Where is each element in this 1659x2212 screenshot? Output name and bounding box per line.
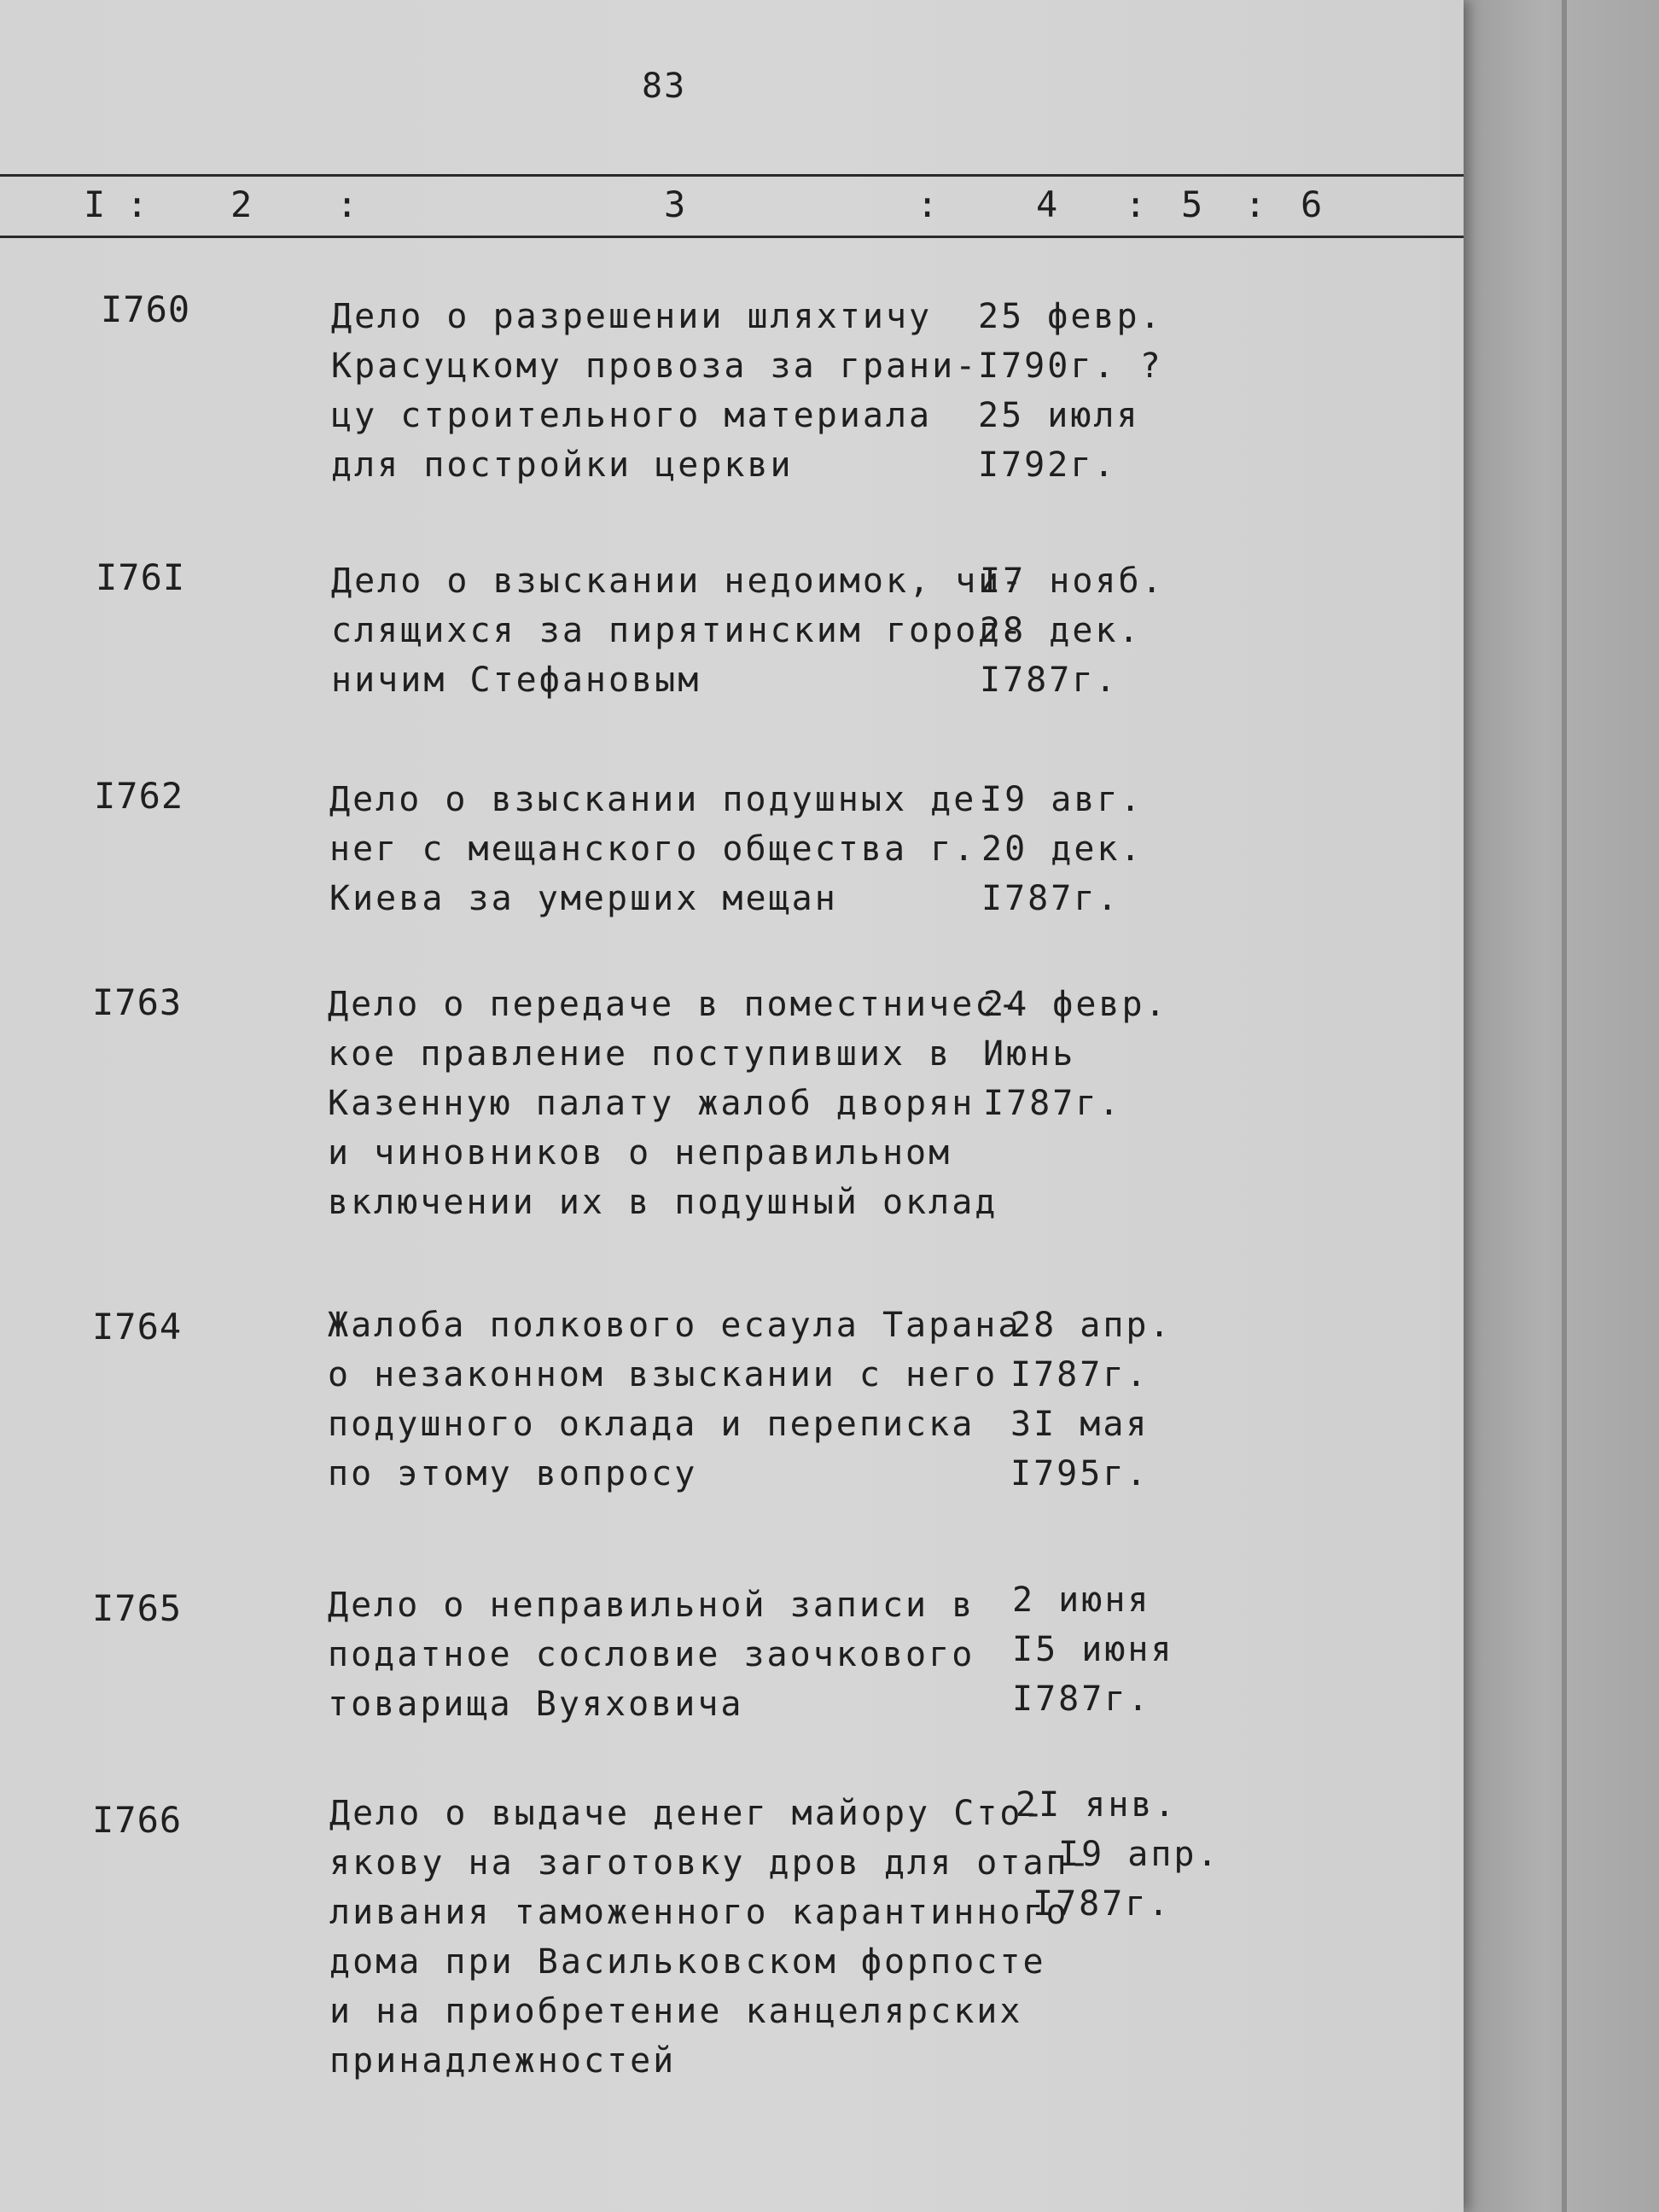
entry-description-line: по этому вопросу (328, 1454, 698, 1493)
column-separator: : (1244, 183, 1266, 225)
entry-description-line: товарища Вуяховича (328, 1685, 744, 1724)
column-header-4: 4 (1036, 183, 1058, 225)
entry-description-line: ничим Стефановым (331, 661, 701, 700)
entry-description-line: Дело о выдаче денег майору Сто- (329, 1794, 1046, 1833)
entry-description (331, 556, 1024, 705)
entry-date-line: I787г. (1012, 1679, 1151, 1719)
column-header-3: 3 (664, 183, 686, 225)
entry-date-line: I790г. ? (978, 346, 1163, 386)
entry-date-line: 24 февр. (983, 985, 1168, 1024)
entry-number: I765 (92, 1587, 183, 1629)
entry-description-line: слящихся за пирятинским город- (331, 611, 1025, 650)
entry-description-line: и чиновников о неправильном (328, 1133, 952, 1173)
entry-dates (1012, 1575, 1174, 1724)
column-separator: : (336, 183, 358, 225)
underlying-sheet-edge (1562, 0, 1567, 2212)
entry-description-line: Красуцкому провоза за грани- (331, 346, 979, 386)
entry-date-line: I787г. (1010, 1355, 1150, 1394)
entry-description-line: включении их в подушный оклад (328, 1183, 998, 1222)
entry-description-line: о незаконном взыскании с него (328, 1355, 998, 1394)
header-rule-bottom (0, 236, 1464, 238)
entry-number: I766 (92, 1799, 183, 1841)
entry-date-line: I787г. (1033, 1884, 1172, 1924)
entry-description-line: Жалоба полкового есаула Тарана (328, 1306, 1022, 1345)
entry-date-line: 28 апр. (1010, 1306, 1173, 1345)
entry-date-line: I787г. (983, 1084, 1122, 1123)
entry-date-line: 25 июля (978, 396, 1140, 435)
entry-description-line: Киева за умерших мещан (329, 879, 838, 918)
column-header-5: 5 (1181, 183, 1203, 225)
entry-description-line: кое правление поступивших в (328, 1034, 952, 1074)
entry-date-line: I795г. (1010, 1454, 1150, 1493)
entry-date-line: 25 февр. (978, 297, 1163, 336)
entry-description-line: подушного оклада и переписка (328, 1405, 975, 1444)
entry-description (329, 775, 999, 923)
entry-description-line: для постройки церкви (331, 445, 794, 485)
header-rule-top (0, 174, 1464, 177)
column-separator: : (1125, 183, 1147, 225)
entry-dates (980, 556, 1165, 705)
entry-dates (1010, 1301, 1173, 1499)
entry-date-line: I7 нояб. (980, 562, 1165, 601)
entry-description-line: Дело о взыскании подушных де- (329, 780, 1000, 819)
entry-description-line: якову на заготовку дров для отап- (329, 1843, 1092, 1883)
entry-date-line: 20 дек. (981, 830, 1144, 869)
column-separator: : (126, 183, 148, 225)
entry-description-line: Дело о неправильной записи в (328, 1586, 975, 1625)
column-header-2: 2 (230, 183, 253, 225)
entry-description-line: ливания таможенного карантинного (329, 1893, 1069, 1932)
entry-date-line: I9 апр. (1058, 1835, 1220, 1874)
column-header-1: I (84, 183, 106, 225)
entry-description-line: Дело о взыскании недоимок, чи- (331, 562, 1025, 601)
entry-description-line: цу строительного материала (331, 396, 933, 435)
column-separator: : (917, 183, 939, 225)
entry-dates (983, 980, 1168, 1128)
entry-dates (981, 775, 1144, 923)
entry-description (329, 1789, 1092, 2086)
entry-dates (1016, 1780, 1220, 1929)
entry-number: I760 (101, 288, 191, 330)
entry-date-line: I5 июня (1012, 1630, 1174, 1669)
entry-description-line: нег с мещанского общества г. (329, 830, 977, 869)
column-header-6: 6 (1301, 183, 1323, 225)
entry-description-line: податное сословие заочкового (328, 1635, 975, 1674)
entry-description-line: и на приобретение канцелярских (329, 1992, 1023, 2031)
entry-date-line: Июнь (983, 1034, 1076, 1074)
entry-number: I764 (92, 1306, 183, 1348)
entry-date-line: 2I янв. (1016, 1785, 1178, 1825)
entry-description-line: дома при Васильковском форпосте (329, 1942, 1046, 1982)
entry-description (331, 292, 978, 490)
entry-description (328, 1580, 975, 1729)
entry-date-line: I787г. (980, 661, 1119, 700)
entry-description-line: Дело о разрешении шляхтичу (331, 297, 933, 336)
entry-date-line: I9 авг. (981, 780, 1144, 819)
entry-date-line: I792г. (978, 445, 1117, 485)
entry-date-line: 3I мая (1010, 1405, 1150, 1444)
entry-number: I763 (92, 981, 183, 1023)
entry-description (328, 980, 1021, 1227)
entry-description-line: принадлежностей (329, 2041, 677, 2081)
entry-description (328, 1301, 1021, 1499)
entry-date-line: 28 дек. (980, 611, 1142, 650)
entry-date-line: 2 июня (1012, 1580, 1151, 1620)
entry-number: I762 (94, 775, 184, 817)
entry-description-line: Дело о передаче в поместничес- (328, 985, 1022, 1024)
page-number: 83 (642, 67, 687, 106)
entry-description-line: Казенную палату жалоб дворян (328, 1084, 975, 1123)
entry-number: I76I (96, 556, 186, 598)
entry-dates (978, 292, 1163, 490)
entry-date-line: I787г. (981, 879, 1121, 918)
